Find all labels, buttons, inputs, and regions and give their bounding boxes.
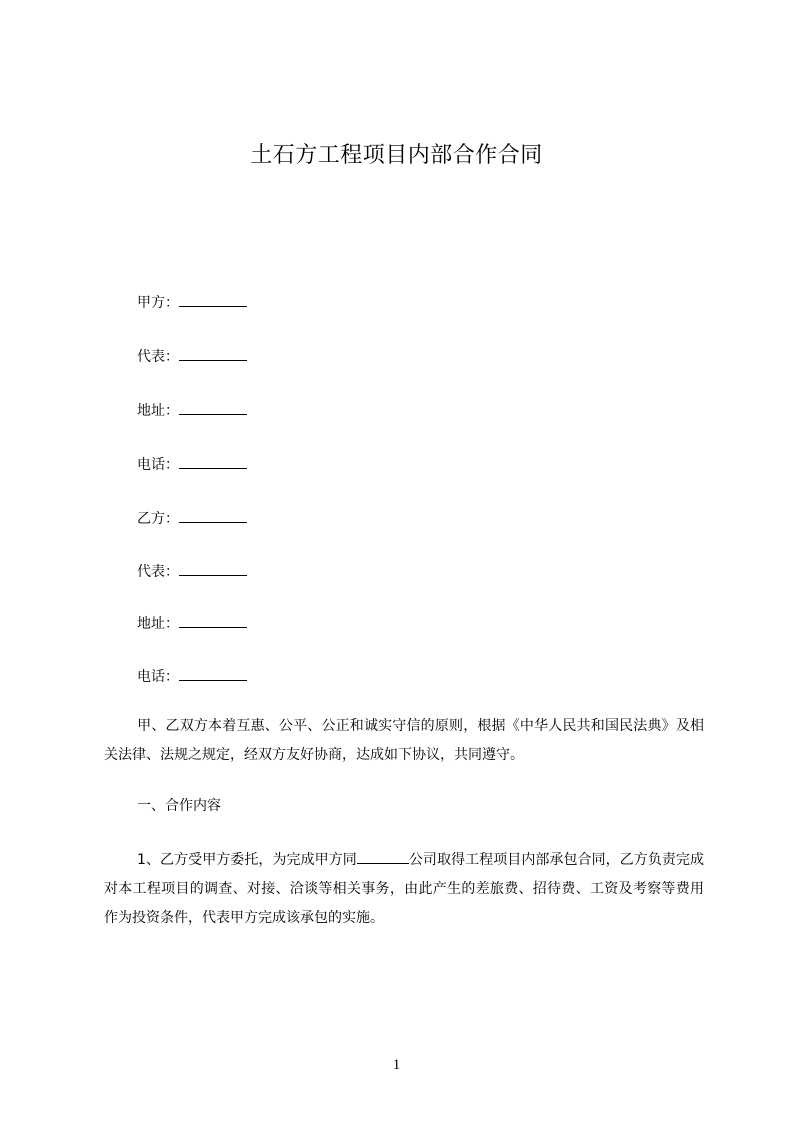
- section-heading-cooperation: 一、合作内容: [137, 798, 221, 814]
- party-b-phone-field: [137, 666, 247, 687]
- party-a-blank: [179, 292, 247, 307]
- page-number: 1: [392, 1057, 401, 1073]
- party-b-phone-blank: [179, 666, 247, 681]
- party-b-rep-label: 代表：: [137, 564, 179, 580]
- preamble-text: 甲、乙双方本着互惠、公平、公正和诚实守信的原则，根据《中华人民共和国民法典》及相关法律、法规之规定，经双方友好协商，达成如下协议，共同遵守。: [104, 718, 704, 763]
- party-b-phone-label: 电话：: [137, 669, 179, 685]
- party-b-address-label: 地址：: [137, 616, 179, 632]
- clause-1-text-end: 公司取得工程项目内部承包合同，乙方负责完成对本工程项目的调查、对接、洽谈等相关事务，由此产生的差旅费、招待费、工资及考察等费用作为投资条件，代表甲方完成该承包的实施。: [104, 852, 704, 926]
- party-a-label: 甲方：: [137, 295, 179, 311]
- party-b-rep-field: [137, 561, 247, 582]
- document-title: 土石方工程项目内部合作合同: [250, 143, 543, 168]
- party-a-field: [137, 292, 247, 313]
- party-b-label: 乙方：: [137, 511, 179, 527]
- party-a-address-field: [137, 400, 247, 421]
- party-a-rep-label: 代表：: [137, 349, 179, 365]
- party-a-phone-label: 电话：: [137, 457, 179, 473]
- party-b-address-field: [137, 613, 247, 634]
- party-a-rep-field: [137, 346, 247, 367]
- party-a-phone-blank: [179, 454, 247, 469]
- party-a-phone-field: [137, 454, 247, 475]
- party-b-blank: [179, 508, 247, 523]
- party-a-address-label: 地址：: [137, 403, 179, 419]
- company-name-blank: [357, 849, 409, 864]
- clause-1-text-start: 1、乙方受甲方委托，为完成甲方同: [137, 852, 357, 868]
- party-b-rep-blank: [179, 561, 247, 576]
- party-a-address-blank: [179, 400, 247, 415]
- party-b-address-blank: [179, 613, 247, 628]
- party-b-field: [137, 508, 247, 529]
- party-a-rep-blank: [179, 346, 247, 361]
- preamble-paragraph: [104, 712, 704, 770]
- clause-1-paragraph: [104, 846, 704, 933]
